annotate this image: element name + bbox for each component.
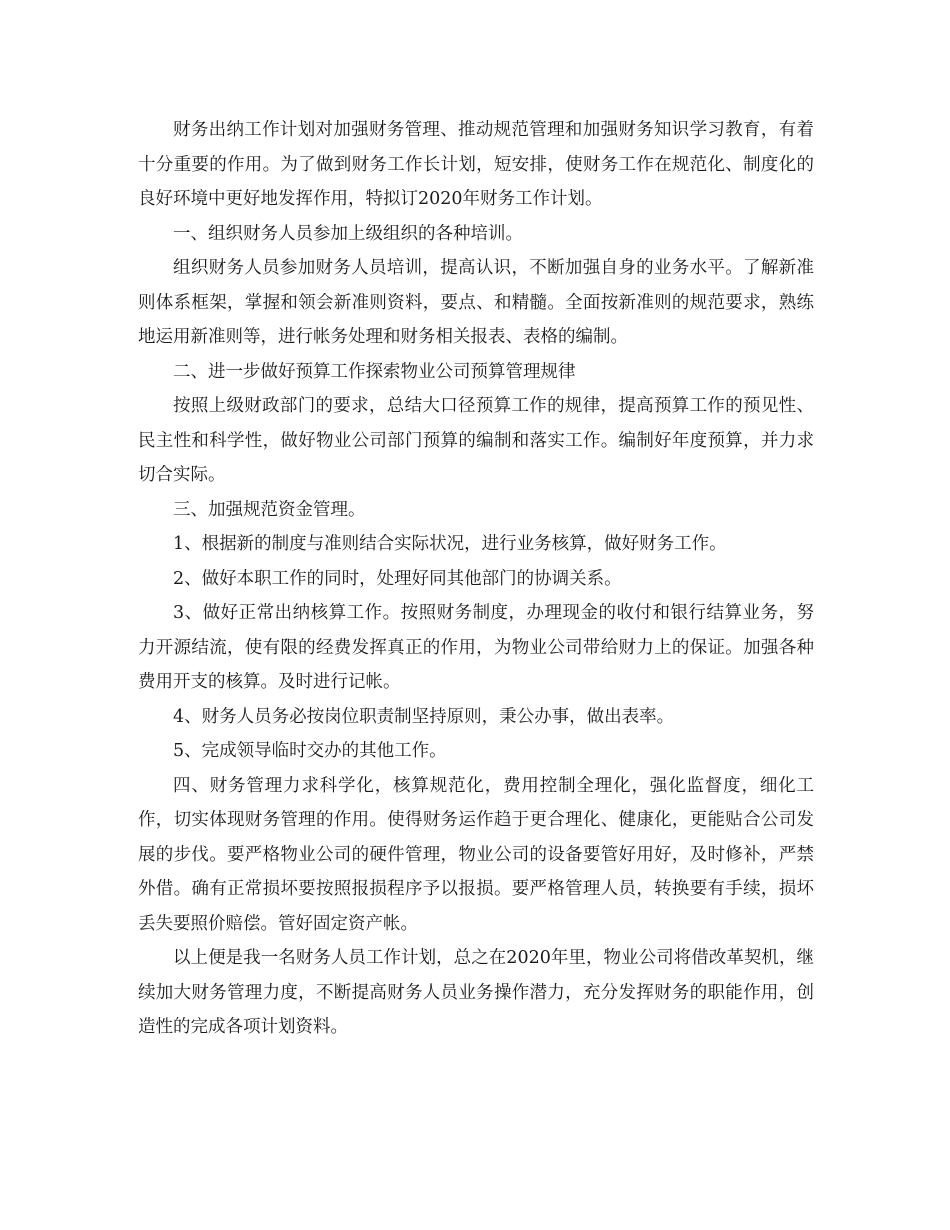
body-paragraph: 组织财务人员参加财务人员培训，提高认识，不断加强自身的业务水平。了解新准则体系框架，掌握和领会新准则资料，要点、和精髓。全面按新准则的规范要求，熟练地运用新准则等，进行帐务处理和财务相关报表、表格的编制。 (138, 258, 814, 347)
document-body (138, 113, 814, 1045)
section-paragraph-4: 四、财务管理力求科学化，核算规范化，费用控制全理化，强化监督度，细化工作，切实体现财务管理的作用。使得财务运作趋于更合理化、健康化，更能贴合公司发展的步伐。要严格物业公司的硬件管理，物业公司的设备要管好用好，及时修补，严禁外借。确有正常损坏要按照报损程序予以报损。要严格管理人员，转换要有手续，损坏丢失要照价赔偿。管好固定资产帐。 (138, 775, 814, 934)
section-heading-3: 三、加强规范资金管理。 (173, 499, 366, 520)
intro-paragraph: 财务出纳工作计划对加强财务管理、推动规范管理和加强财务知识学习教育，有着十分重要的作用。为了做到财务工作长计划，短安排，使财务工作在规范化、制度化的良好环境中更好地发挥作用，特拟订2020年财务工作计划。 (138, 120, 814, 209)
list-item: 1、根据新的制度与准则结合实际状况，进行业务核算，做好财务工作。 (173, 534, 727, 554)
section-heading-2: 二、进一步做好预算工作探索物业公司预算管理规律 (173, 361, 576, 382)
closing-paragraph: 以上便是我一名财务人员工作计划，总之在2020年里，物业公司将借改革契机，继续加大财务管理力度，不断提高财务人员业务操作潜力，充分发挥财务的职能作用，创造性的完成各项计划资料。 (138, 948, 814, 1037)
body-paragraph: 按照上级财政部门的要求，总结大口径预算工作的规律，提高预算工作的预见性、民主性和科学性，做好物业公司部门预算的编制和落实工作。编制好年度预算，并力求切合实际。 (138, 396, 814, 485)
list-item: 5、完成领导临时交办的其他工作。 (173, 741, 447, 761)
list-item: 4、财务人员务必按岗位职责制坚持原则，秉公办事，做出表率。 (173, 706, 675, 727)
list-item: 3、做好正常出纳核算工作。按照财务制度，办理现金的收付和银行结算业务，努力开源结流，使有限的经费发挥真正的作用，为物业公司带给财力上的保证。加强各种费用开支的核算。及时进行记帐。 (138, 603, 814, 692)
section-heading-1: 一、组织财务人员参加上级组织的各种培训。 (173, 223, 523, 244)
list-item: 2、做好本职工作的同时，处理好同其他部门的协调关系。 (173, 568, 622, 589)
